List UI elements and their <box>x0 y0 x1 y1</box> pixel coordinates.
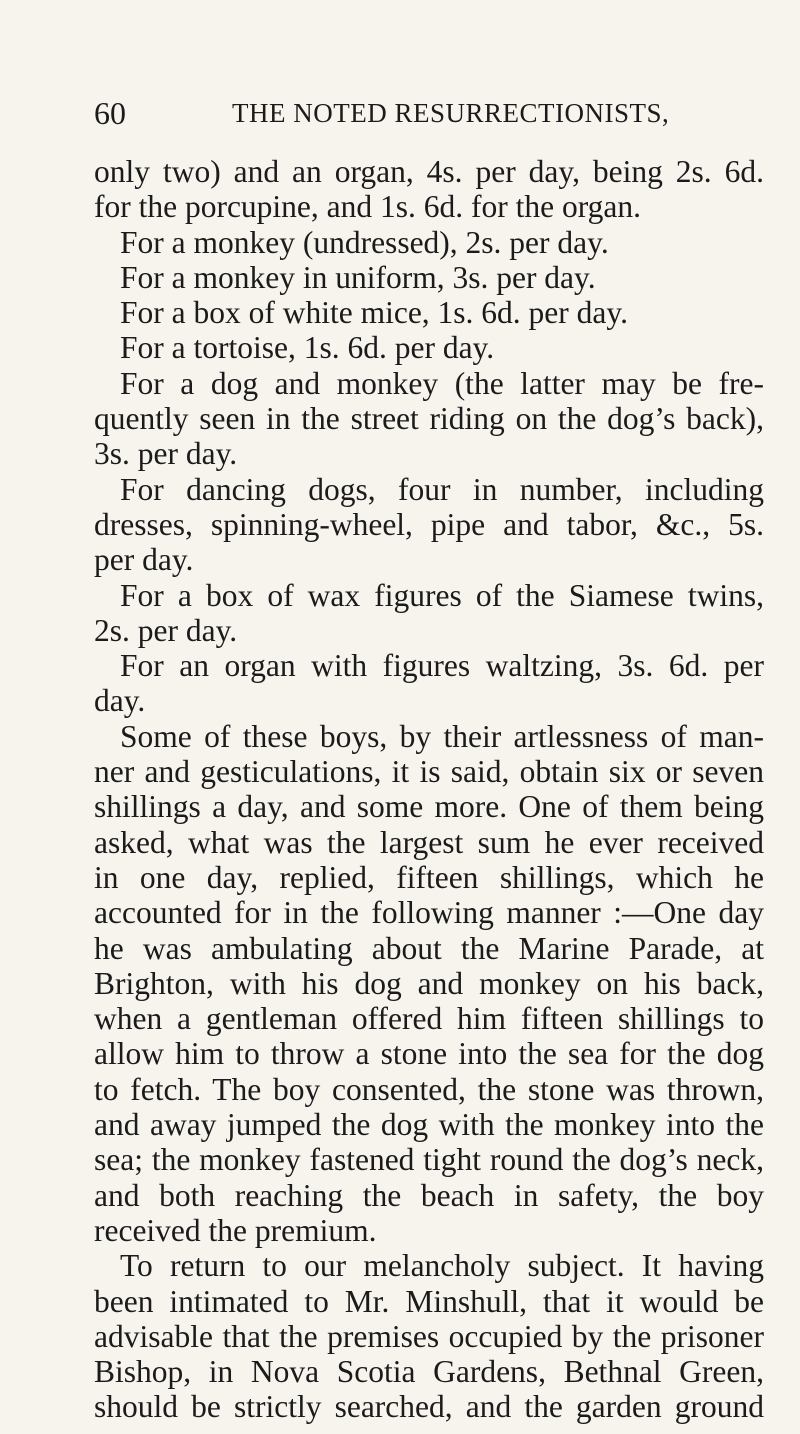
text-line: ner and gesticulations, it is said, obtain six or seven <box>94 754 764 790</box>
page-number: 60 <box>94 95 126 131</box>
text-line: 3s. per day. <box>94 436 238 472</box>
text-line: for the porcupine, and 1s. 6d. for the organ. <box>94 189 642 225</box>
text-line: sea; the monkey fastened tight round the dog’s neck, <box>94 1142 764 1178</box>
running-head: THE NOTED RESURRECTIONISTS, <box>232 98 670 128</box>
text-line: For a monkey (undressed), 2s. per day. <box>120 224 609 260</box>
body-text <box>94 154 764 1425</box>
text-line: Brighton, with his dog and monkey on his back, <box>94 965 764 1001</box>
text-line: in one day, replied, fifteen shillings, which he <box>94 859 764 895</box>
text-line: advisable that the premises occupied by the prisoner <box>94 1318 764 1354</box>
text-line: For an organ with figures waltzing, 3s. 6d. per <box>120 648 764 684</box>
text-line: only two) and an organ, 4s. per day, being 2s. 6d. <box>94 154 764 189</box>
text-line: For a dog and monkey (the latter may be fre- <box>120 365 764 401</box>
text-line: allow him to throw a stone into the sea for the dog <box>94 1036 764 1072</box>
text-line: and both reaching the beach in safety, the boy <box>94 1177 764 1213</box>
text-line: Some of these boys, by their artlessness of man- <box>120 718 764 754</box>
page-header <box>94 93 754 133</box>
text-line: For a monkey in uniform, 3s. per day. <box>120 259 596 295</box>
text-line: accounted for in the following manner :—One day <box>94 895 764 931</box>
text-line: For a box of white mice, 1s. 6d. per day. <box>120 295 628 331</box>
text-line: For a tortoise, 1s. 6d. per day. <box>120 330 495 366</box>
text-line: and away jumped the dog with the monkey into the <box>94 1107 764 1143</box>
text-line: received the premium. <box>94 1212 377 1248</box>
text-line: 2s. per day. <box>94 612 238 648</box>
text-line: For dancing dogs, four in number, including <box>120 471 764 507</box>
text-line: To return to our melancholy subject. It having <box>120 1248 764 1284</box>
text-line: he was ambulating about the Marine Parade, at <box>94 930 764 966</box>
text-line: For a box of wax figures of the Siamese twins, <box>120 577 764 613</box>
text-line: to fetch. The boy consented, the stone was thrown, <box>94 1071 764 1107</box>
text-line: per day. <box>94 542 194 578</box>
text-line: asked, what was the largest sum he ever received <box>94 824 764 860</box>
text-line: quently seen in the street riding on the dog’s back), <box>94 401 764 437</box>
text-line: should be strictly searched, and the garden ground <box>94 1389 764 1425</box>
text-line: shillings a day, and some more. One of them being <box>94 789 764 825</box>
text-line: dresses, spinning-wheel, pipe and tabor, &c., 5s. <box>94 506 764 542</box>
text-line: Bishop, in Nova Scotia Gardens, Bethnal Green, <box>94 1354 764 1390</box>
text-line: been intimated to Mr. Minshull, that it would be <box>94 1283 764 1319</box>
text-line: day. <box>94 683 146 719</box>
text-line: when a gentleman offered him fifteen shillings to <box>94 1001 764 1037</box>
